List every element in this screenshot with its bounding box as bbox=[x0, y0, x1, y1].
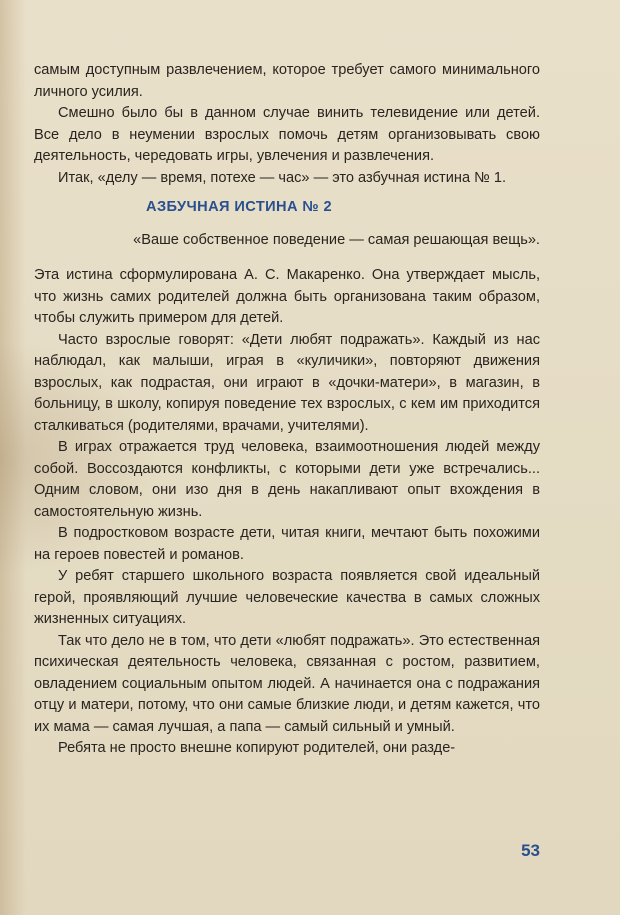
paragraph: Ребята не просто внешне копируют родителей, они разде- bbox=[58, 740, 456, 756]
paragraph: У ребят старшего школьного возраста появляется свой идеальный герой, проявляющий лучшие человеческие качества в самых сложных жизненных ситуациях. bbox=[34, 568, 540, 627]
epigraph: «Ваше собственное поведение — самая решающая вещь». bbox=[133, 231, 540, 248]
paragraph: Часто взрослые говорят: «Дети любят подражать». Каждый из нас наблюдал, как малыши, играя в «куличики», повторяют движения взрослых, как подрастая, они играют в «дочки-матери», в магазин, в больницу, в школу, копируя поведение тех взрослых, с кем им приходится сталкиваться (родителями, врачами, учителями). bbox=[34, 331, 540, 434]
paragraph: Итак, «делу — время, потехе — час» — это азбучная истина № 1. bbox=[58, 169, 506, 186]
paragraph: Смешно было бы в данном случае винить телевидение или детей. Все дело в неумении взрослых помочь детям организовывать свою деятельность, чередовать игры, увлечения и развлечения. bbox=[34, 105, 540, 164]
paragraph: Так что дело не в том, что дети «любят подражать». Это естественная психическая деятельность человека, связанная с ростом, развитием, овладением социальным опытом людей. А начинается она с подражания отцу и матери, потому, что они самые близкие люди, и детям кажется, что их мама — самая лучшая, а папа — самый сильный и умный. bbox=[34, 632, 540, 735]
paragraph: В играх отражается труд человека, взаимоотношения людей между собой. Воссоздаются конфликты, с которыми дети уже встречались... Одним словом, они изо дня в день накапливают опыт вхождения в самостоятельную жизнь. bbox=[34, 439, 540, 520]
section-heading: АЗБУЧНАЯ ИСТИНА № 2 bbox=[146, 199, 333, 215]
page-number: 53 bbox=[521, 841, 540, 860]
page-text bbox=[34, 60, 540, 760]
paragraph-continued: самым доступным развлечением, которое требует самого минимального личного усилия. bbox=[34, 62, 540, 100]
paragraph: Эта истина сформулирована А. С. Макаренко. Она утверждает мысль, что жизнь самих родителей должна быть организована таким образом, чтобы служить примером для детей. bbox=[34, 267, 540, 326]
paragraph: В подростковом возрасте дети, читая книги, мечтают быть похожими на героев повестей и романов. bbox=[34, 525, 540, 563]
